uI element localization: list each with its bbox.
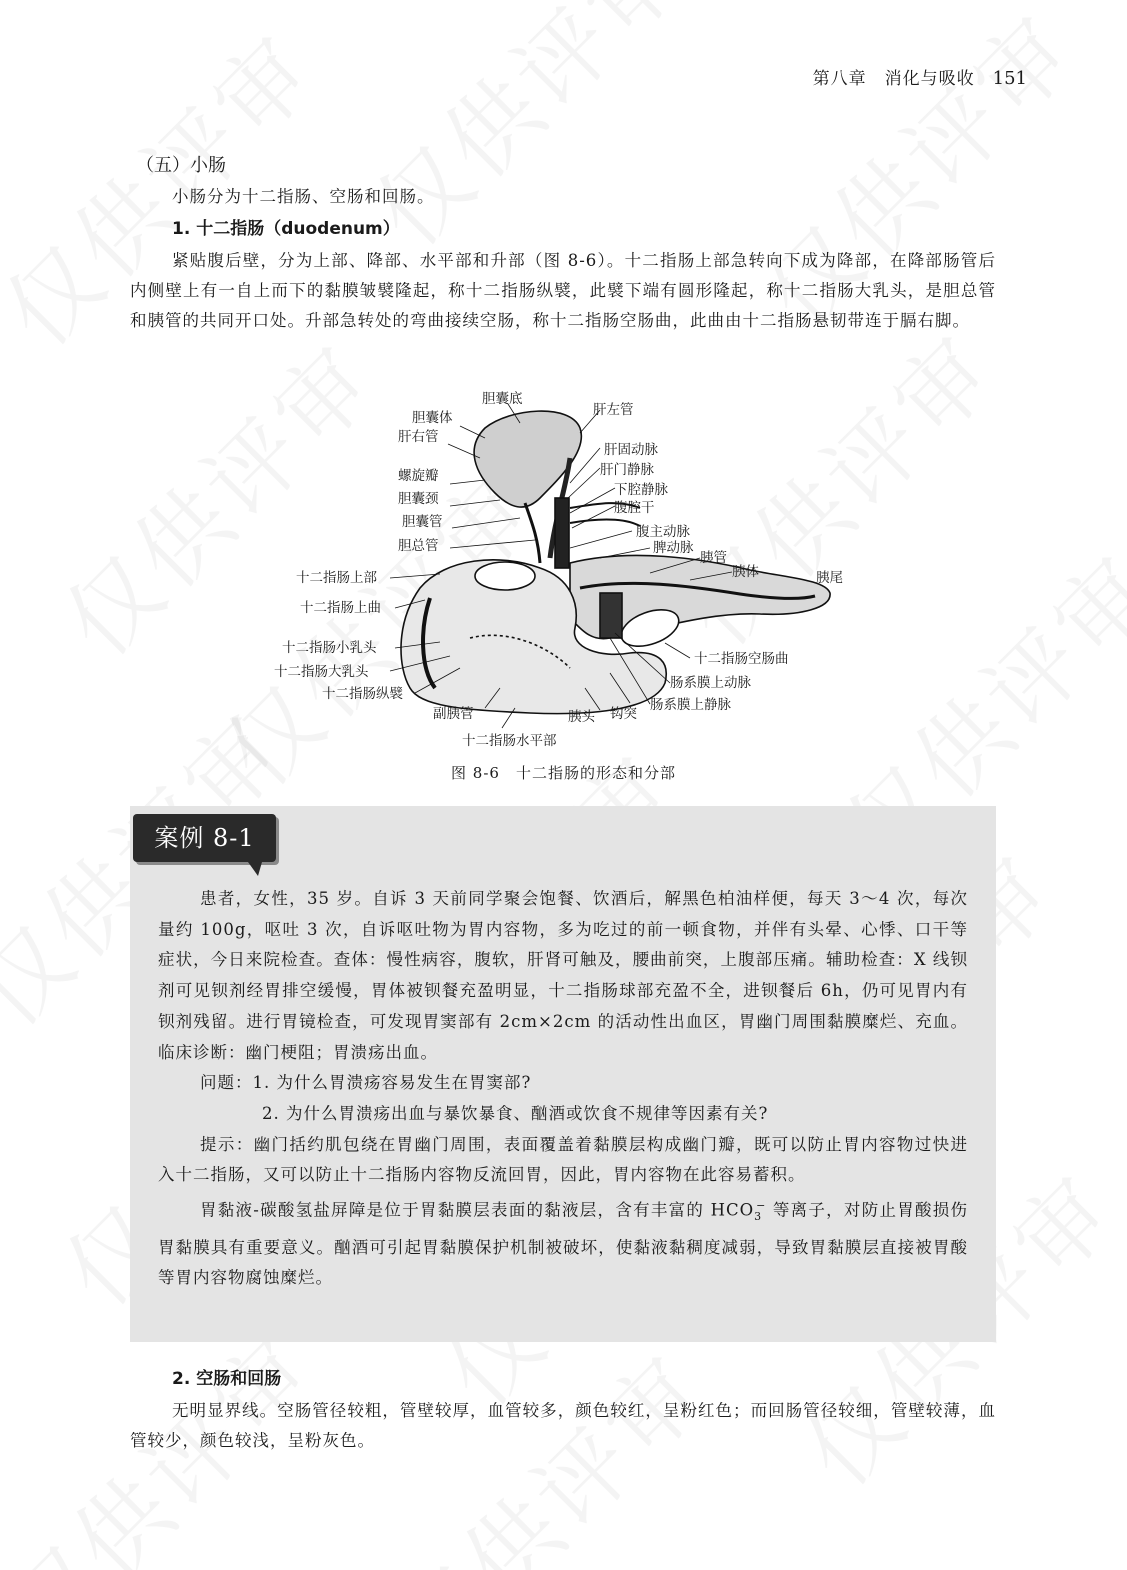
label-inferior-vena-cava: 下腔静脉	[614, 482, 668, 498]
section-jejunum-ileum	[130, 1362, 996, 1456]
label-major-papilla: 十二指肠大乳头	[274, 664, 369, 680]
running-header	[813, 64, 1027, 89]
label-longitudinal-fold: 十二指肠纵襞	[322, 686, 403, 702]
label-pancreas-body: 胰体	[732, 564, 759, 580]
case-question-1: 问题：1. 为什么胃溃疡容易发生在胃窦部?	[200, 1073, 532, 1093]
label-cystic-duct: 胆囊管	[402, 514, 443, 530]
label-superior-flexure: 十二指肠上曲	[300, 600, 381, 616]
label-duodenojejunal-flexure: 十二指肠空肠曲	[694, 651, 789, 667]
duodenum-heading: 1. 十二指肠（duodenum）	[172, 219, 400, 239]
label-horizontal-part: 十二指肠水平部	[462, 733, 557, 749]
label-duodenum-superior-part: 十二指肠上部	[296, 570, 377, 586]
label-celiac-trunk: 腹腔干	[614, 500, 655, 516]
label-gallbladder-fundus: 胆囊底	[482, 391, 523, 407]
case-mucus-paragraph	[158, 1191, 968, 1294]
label-pancreas-tail: 胰尾	[816, 570, 843, 586]
label-left-hepatic-duct: 肝左管	[593, 402, 634, 418]
label-uncinate-process: 钩突	[610, 706, 637, 722]
page-number: 151	[992, 68, 1027, 89]
label-pancreas-head: 胰头	[568, 709, 595, 725]
label-splenic-artery: 脾动脉	[653, 540, 694, 556]
intro-paragraph: 小肠分为十二指肠、空肠和回肠。	[172, 187, 435, 206]
case-text	[158, 884, 968, 1294]
label-right-hepatic-duct: 肝右管	[398, 429, 439, 445]
label-hepatic-artery: 肝固动脉	[604, 442, 658, 458]
label-common-bile-duct: 胆总管	[398, 538, 439, 554]
case-description: 患者，女性，35 岁。自诉 3 天前同学聚会饱餐、饮酒后，解黑色柏油样便，每天 3～4 次，每次量约 100g，呕吐 3 次，自诉呕吐物为胃内容物，多为吃过的前一顿食物，并伴有头晕、心悸、口干等症状，今日来院检查。查体：慢性病容，腹软，肝肾可触及，腰曲前突，上腹部压痛。辅助检查：X 线钡剂可见钡剂经胃排空缓慢，胃体被钡餐充盈明显，十二指肠球部充盈不全，进钡餐后 6h，仍可见胃内有钡剂残留。进行胃镜检查，可发现胃窦部有 2cm×2cm 的活动性出血区，胃幽门周围黏膜糜烂、充血。临床诊断：幽门梗阻；胃溃疡出血。	[158, 889, 968, 1062]
case-hint: 提示：幽门括约肌包绕在胃幽门周围，表面覆盖着黏膜层构成幽门瓣，既可以防止胃内容物过快进入十二指肠，又可以防止十二指肠内容物反流回胃，因此，胃内容物在此容易蓄积。	[158, 1134, 968, 1185]
case-tag: 案例 8-1	[133, 814, 276, 862]
mucus-text-before: 胃黏液-碳酸氢盐屏障是位于胃黏膜层表面的黏液层，含有丰富的 HCO	[200, 1200, 755, 1220]
label-superior-mesenteric-artery: 肠系膜上动脉	[670, 675, 751, 691]
label-abdominal-aorta: 腹主动脉	[636, 524, 690, 540]
hco3-subscript: 3	[754, 1209, 763, 1223]
label-portal-vein: 肝门静脉	[600, 462, 654, 478]
label-gallbladder-body: 胆囊体	[412, 410, 453, 426]
label-spiral-valve: 螺旋瓣	[398, 468, 439, 484]
label-pancreatic-duct: 胰管	[700, 550, 727, 566]
jejunum-paragraph: 无明显界线。空肠管径较粗，管壁较厚，血管较多，颜色较红，呈粉红色；而回肠管径较细，管壁较薄，血管较少，颜色较浅，呈粉灰色。	[130, 1401, 996, 1450]
section-small-intestine	[130, 150, 996, 336]
label-accessory-pancreatic-duct: 副胰管	[433, 706, 474, 722]
mucus-text-after: 等离子，对防止胃酸损伤胃黏膜具有重要意义。酗酒可引起胃黏膜保护机制被破坏，使黏液黏稠度减弱，导致胃黏膜层直接被胃酸等胃内容物腐蚀糜烂。	[158, 1200, 968, 1288]
label-gallbladder-neck: 胆囊颈	[398, 491, 439, 507]
case-box	[130, 806, 996, 1342]
section-heading: （五）小肠	[136, 155, 226, 176]
case-question-2: 2. 为什么胃溃疡出血与暴饮暴食、酗酒或饮食不规律等因素有关?	[262, 1103, 769, 1123]
duodenum-figure	[270, 388, 850, 788]
figure-caption: 图 8-6 十二指肠的形态和分部	[451, 764, 676, 782]
duodenum-paragraph: 紧贴腹后壁，分为上部、降部、水平部和升部（图 8-6）。十二指肠上部急转向下成为降部，在降部肠管后内侧壁上有一自上而下的黏膜皱襞隆起，称十二指肠纵襞，此襞下端有圆形隆起，称十二指肠大乳头，是胆总管和胰管的共同开口处。升部急转处的弯曲接续空肠，称十二指肠空肠曲，此曲由十二指肠悬韧带连于膈右脚。	[130, 251, 996, 330]
label-superior-mesenteric-vein: 肠系膜上静脉	[650, 697, 731, 713]
hco3-superscript: −	[756, 1199, 767, 1213]
jejunum-heading: 2. 空肠和回肠	[172, 1369, 282, 1389]
chapter-title: 第八章 消化与吸收	[812, 69, 975, 89]
label-minor-papilla: 十二指肠小乳头	[282, 640, 377, 656]
